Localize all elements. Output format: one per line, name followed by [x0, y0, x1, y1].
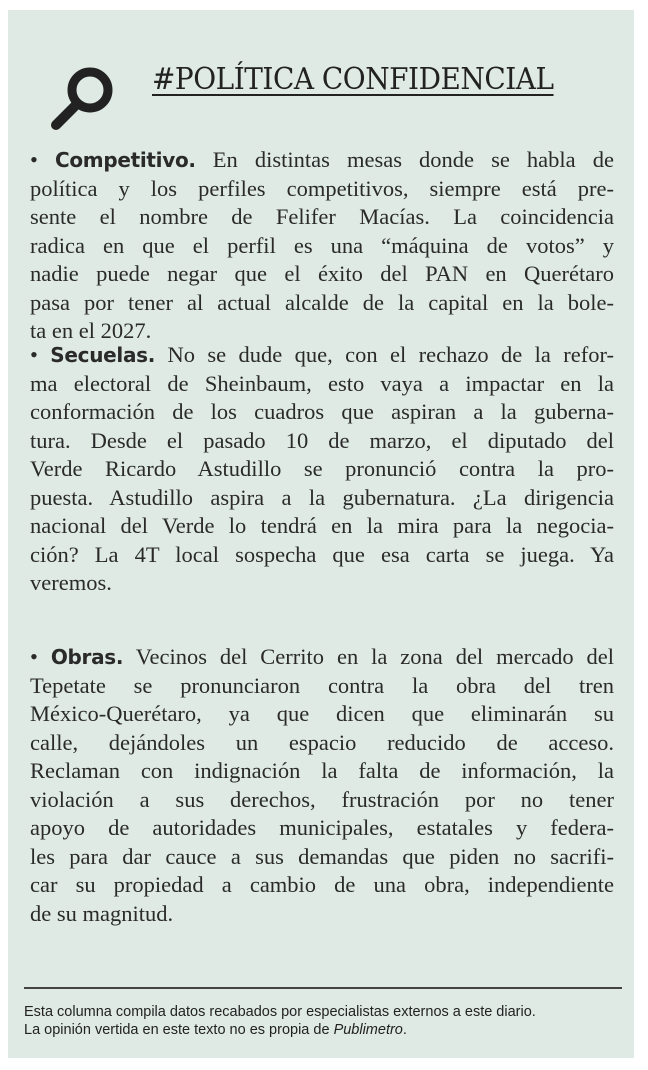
- text-line: Verde Ricardo Astudillo se pronunció contra la pro-: [30, 456, 614, 481]
- text-line: [30, 146, 614, 175]
- disclaimer-text: La opinión vertida en este texto no es propia de: [24, 1022, 334, 1038]
- text-line: puesta. Astudillo aspira a la gubernatura. ¿La dirigencia: [30, 484, 614, 510]
- column-title: #POLÍTICA CONFIDENCIAL: [152, 62, 554, 97]
- text-line: México-Querétaro, ya que dicen que eliminarán su: [30, 701, 614, 726]
- text-line: calle, dejándoles un espacio reducido de acceso.: [30, 729, 614, 755]
- text-line: ción? La 4T local sospecha que esa carta se juega. Ya: [30, 541, 614, 567]
- item-lead: Obras.: [50, 645, 124, 669]
- text-line: conformación de los cuadros que aspiran a la guberna-: [30, 399, 614, 424]
- text-line: [30, 643, 614, 672]
- text-line: de su magnitud.: [30, 900, 174, 926]
- text-line: ma electoral de Sheinbaum, esto vaya a impactar en la: [30, 370, 614, 396]
- text-line: nacional del Verde lo tendrá en la mira para la negocia-: [30, 513, 614, 538]
- text-line: [30, 341, 614, 370]
- bullet: •: [30, 644, 51, 669]
- bullet: •: [30, 342, 51, 367]
- text-line: nadie puede negar que el éxito del PAN en Querétaro: [30, 261, 614, 286]
- item-text: No se dude que, con el rechazo de la refor-: [155, 342, 614, 367]
- text-line: apoyo de autoridades municipales, estatales y federa-: [30, 815, 614, 840]
- text-line: tura. Desde el pasado 10 de marzo, el diputado del: [30, 427, 614, 453]
- text-line: Tepetate se pronunciaron contra la obra del tren: [30, 672, 614, 698]
- text-line: Reclaman con indignación la falta de información, la: [30, 758, 614, 783]
- disclaimer-period: .: [402, 1022, 407, 1038]
- disclaimer-line-1: Esta columna compila datos recabados por especialistas externos a este diario.: [24, 1004, 536, 1020]
- text-line: les para dar cauce a sus demandas que piden no sacrifi-: [30, 843, 614, 869]
- item-lead: Competitivo.: [54, 148, 196, 172]
- text-line: política y los perfiles competitivos, siempre está pre-: [30, 175, 614, 201]
- disclaimer-line-2: [24, 1021, 536, 1039]
- item-competitivo: [30, 146, 614, 346]
- item-lead: Secuelas.: [50, 343, 156, 367]
- item-text: Vecinos del Cerrito en la zona del mercado del: [123, 644, 614, 669]
- disclaimer: [24, 1003, 536, 1039]
- text-line: veremos.: [30, 570, 112, 595]
- publication-name: Publimetro: [333, 1022, 403, 1038]
- text-line: sente el nombre de Felifer Macías. La coincidencia: [30, 204, 614, 229]
- item-obras: [30, 643, 614, 928]
- text-line: violación a sus derechos, frustración por no tener: [30, 786, 614, 812]
- text-line: car su propiedad a cambio de una obra, independiente: [30, 872, 614, 897]
- item-secuelas: [30, 341, 614, 598]
- footer-divider: [24, 987, 622, 989]
- magnifier-icon: [48, 62, 118, 134]
- item-text: En distintas mesas donde se habla de: [195, 147, 614, 172]
- bullet: •: [30, 147, 55, 172]
- text-line: radica en que el perfil es una “máquina de votos” y: [30, 232, 614, 258]
- text-line: pasa por tener al actual alcalde de la capital en la bole-: [30, 289, 614, 315]
- text-line: ta en el 2027.: [30, 318, 152, 343]
